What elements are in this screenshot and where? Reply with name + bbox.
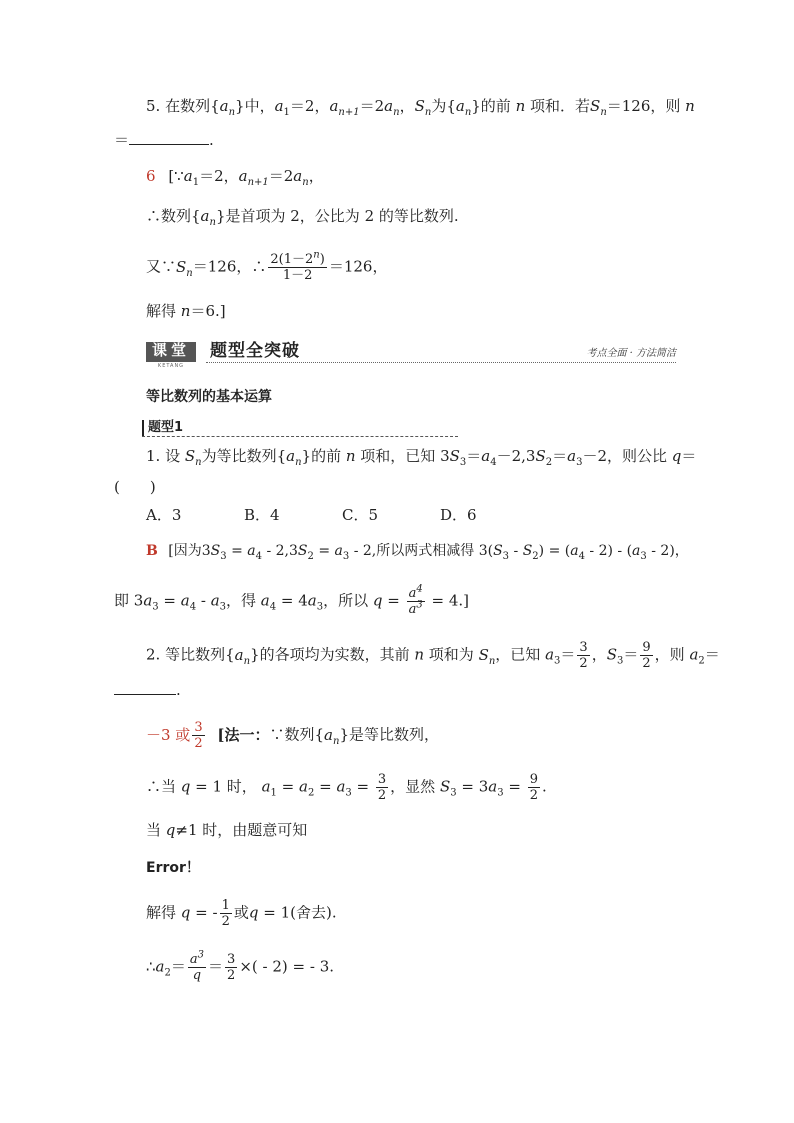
answer-blank: [114, 680, 176, 695]
fraction: $\frac{a^4}{a^3}$: [408, 583, 423, 617]
fraction: $\frac{9}{2}$: [642, 640, 651, 671]
a5-line3: 又$\because S_n=126$，∴ $\frac{2(1-2^n)}{1-2}$ ＝126，: [146, 249, 388, 283]
a2-line5: 解得 q = - $\frac{1}{2}$ 或q = 1(舍去).: [146, 898, 337, 929]
answer-value: 6: [146, 167, 156, 185]
fraction: $\frac{3}{2}$: [377, 772, 387, 803]
q1-line2: ( ): [114, 478, 156, 496]
a5-line2: ∴数列$\{a_n\}$是首项为 2，公比为 2 的等比数列.: [146, 207, 459, 228]
fraction: $\frac{2(1-2^n)}{1-2}$: [270, 249, 325, 283]
fraction: $\frac{9}{2}$: [529, 772, 538, 803]
a1-line2: 即 $3a_3 = a_4 - a_3$，得 $a_4 = 4a_3$，所以 q = $\frac{a^4}{a^3}$ = 4.]: [114, 583, 470, 617]
section-tagline: 考点全面 · 方法简洁: [586, 348, 676, 359]
a2-line2: ∴当 q = 1 时， $a_1 = a_2 = a_3$ = $\frac{3}{2}$ ，显然 $S_3 = 3a_3$ = $\frac{9}{2}$ .: [146, 772, 547, 803]
q2-line2: .: [114, 680, 181, 700]
option-a: A．3: [146, 506, 182, 524]
option-c: C．5: [342, 506, 379, 524]
fraction: $\frac{1}{2}$: [221, 898, 230, 929]
a5-line1: 6 [$\because a_1=2$，$a_{n+1}=2a_n$，: [146, 167, 324, 188]
a2-line3: 当 q≠1 时，由题意可知: [146, 821, 308, 839]
type-label: 题型1: [142, 420, 183, 436]
topic-heading: 等比数列的基本运算: [146, 389, 272, 405]
q1-line1: 1. 设 $S_n$为等比数列$\{a_n\}$的前 n 项和，已知 $3S_3=a_4-2,3S_2=a_3-2$，则公比 q＝: [146, 447, 697, 468]
option-b: B．4: [244, 506, 280, 524]
q2-line1: 2. 等比数列$\{a_n\}$的各项均为实数，其前 n 项和为 $S_n$，已知 $a_3=$ $\frac{3}{2}$ ，$S_3=$ $\frac{9}{2}$ ，则 $a_2=$: [146, 640, 720, 671]
option-d: D．6: [440, 506, 477, 524]
answer-blank: [129, 130, 209, 145]
fraction: $\frac{a^3}{q}$: [189, 949, 205, 983]
section-badge-sub: KETANG: [157, 363, 185, 369]
fraction: $\frac{3}{2}$: [227, 952, 236, 983]
a1-line1: B [因为$3S_3 = a_4 - 2,3S_2 = a_3 - 2$,所以两式相减得 $3(S_3 - S_2) = (a_4 - 2) - (a_3 - 2)$，: [146, 543, 689, 562]
section-badge: 课堂: [146, 342, 196, 362]
a5-line4: 解得 n＝6.]: [146, 302, 226, 320]
error-text: Error！: [146, 860, 200, 876]
answer-value: B: [146, 543, 158, 559]
answer-value: －3 或 $\frac{3}{2}$: [146, 720, 203, 751]
section-title: 题型全突破: [210, 341, 300, 361]
q1-options: [146, 505, 538, 525]
section-rule: [206, 362, 676, 363]
q5-line1: 5. 在数列$\{a_n\}$中，$a_1=2$，$a_{n+1}=2a_n$，$S_n$为$\{a_n\}$的前 n 项和．若$S_n=126$，则 n: [146, 97, 695, 118]
a2-line1: －3 或 $\frac{3}{2}$ [法一：∵数列$\{a_n\}$是等比数列，: [146, 720, 439, 751]
section-header: [146, 340, 676, 369]
q5-line2: ＝ .: [114, 131, 214, 149]
fraction: $\frac{3}{2}$: [579, 640, 588, 671]
a2-line6: $\therefore a_2=$ $\frac{a^3}{q}$ ＝ $\frac{3}{2}$ ×( - 2) = - 3.: [146, 949, 335, 983]
type-rule: [142, 436, 458, 437]
